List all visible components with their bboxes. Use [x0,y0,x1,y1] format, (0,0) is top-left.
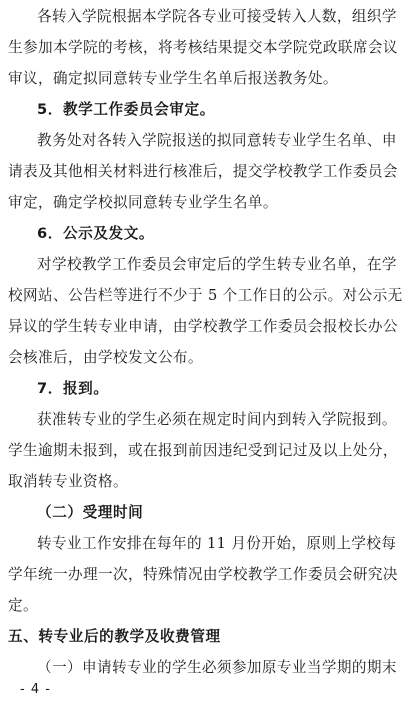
page-number: - 4 - [20,682,51,697]
section-heading-6: 6．公示及发文。 [37,225,155,242]
paragraph-line: 校网站、公告栏等进行不少于 5 个工作日的公示。对公示无 [8,287,403,304]
paragraph-line: 请表及其他相关材料进行核准后，提交学校教学工作委员会 [8,163,398,180]
paragraph-line: 异议的学生转专业申请，由学校教学工作委员会报校长办公 [8,318,398,335]
subsection-heading-acceptance-time: （二）受理时间 [37,504,144,521]
paragraph-line: 对学校教学工作委员会审定后的学生转专业名单，在学 [37,256,397,273]
paragraph-line: 审定，确定学校拟同意转专业学生名单。 [8,194,278,211]
paragraph-line: 教务处对各转入学院报送的拟同意转专业学生名单、申 [37,132,397,149]
paragraph-line: 获准转专业的学生必须在规定时间内到转入学院报到。 [37,411,397,428]
paragraph-line: 审议，确定拟同意转专业学生名单后报送教务处。 [8,70,338,87]
paragraph-line: 会核准后，由学校发文公布。 [8,349,203,366]
paragraph-line: 转专业工作安排在每年的 11 月份开始，原则上学校每 [37,535,397,552]
paragraph-line: 生参加本学院的考核，将考核结果提交本学院党政联席会议 [8,39,398,56]
paragraph-line: 定。 [8,597,38,614]
paragraph-line: 学生逾期未报到，或在报到前因违纪受到记过及以上处分， [8,442,398,459]
section-heading-7: 7．报到。 [37,380,109,397]
paragraph-line: 学年统一办理一次，特殊情况由学校教学工作委员会研究决 [8,566,398,583]
paragraph-line: （一）申请转专业的学生必须参加原专业当学期的期末 [37,659,397,676]
paragraph-line: 取消转专业资格。 [8,473,128,490]
chapter-heading-5: 五、转专业后的教学及收费管理 [8,628,221,645]
section-heading-5: 5．教学工作委员会审定。 [37,101,215,118]
paragraph-line: 各转入学院根据本学院各专业可接受转入人数，组织学 [37,8,397,25]
